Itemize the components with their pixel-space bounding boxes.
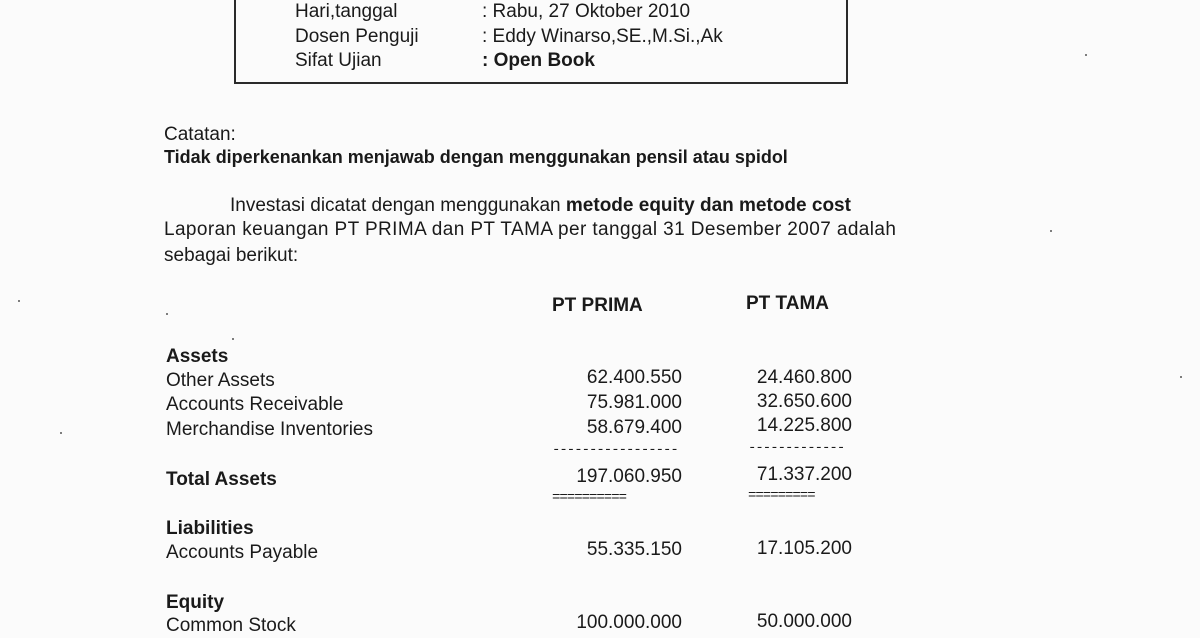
- total-double-rule-tama: =========: [748, 488, 815, 504]
- intro-line-2: Laporan keuangan PT PRIMA dan PT TAMA per tanggal 31 Desember 2007 adalah: [164, 219, 897, 240]
- receivable-prima: 75.981.000: [586, 392, 682, 413]
- intro-line-3: sebagai berikut:: [164, 245, 299, 266]
- scan-speck: [232, 338, 234, 340]
- total-assets-label: Total Assets: [166, 469, 277, 490]
- liabilities-heading: Liabilities: [166, 518, 254, 539]
- examiner-value: : Eddy Winarso,SE.,M.Si.,Ak: [482, 26, 723, 47]
- common-stock-prima: 100.000.000: [576, 612, 682, 633]
- inventories-label: Merchandise Inventories: [166, 419, 373, 440]
- other-assets-label: Other Assets: [166, 370, 275, 391]
- scan-speck: [1050, 230, 1052, 232]
- date-label: Hari,tanggal: [295, 1, 398, 22]
- other-assets-tama: 24.460.800: [756, 367, 852, 388]
- subtotal-rule-tama: -------------: [748, 440, 845, 456]
- assets-heading: Assets: [166, 346, 229, 367]
- intro-line-1-normal: Investasi dicatat dengan menggunakan: [230, 195, 566, 216]
- total-double-rule-prima: ==========: [552, 490, 627, 506]
- exam-type-value: : Open Book: [482, 50, 595, 71]
- col-header-prima: PT PRIMA: [552, 295, 643, 316]
- scan-speck: [1085, 54, 1087, 56]
- receivable-tama: 32.650.600: [756, 391, 852, 412]
- note-text: Tidak diperkenankan menjawab dengan menggunakan pensil atau spidol: [164, 147, 788, 167]
- note-title: Catatan:: [164, 124, 236, 145]
- date-value: : Rabu, 27 Oktober 2010: [482, 1, 691, 22]
- subtotal-rule-prima: -----------------: [552, 442, 678, 458]
- scan-speck: [166, 313, 168, 315]
- scan-speck: [1180, 376, 1182, 378]
- receivable-label: Accounts Receivable: [166, 394, 344, 415]
- common-stock-tama: 50.000.000: [756, 611, 852, 632]
- intro-line-1: [230, 194, 851, 218]
- intro-line-1-bold: metode equity dan metode cost: [565, 195, 851, 216]
- total-assets-prima: 197.060.950: [576, 466, 682, 487]
- payable-label: Accounts Payable: [166, 542, 319, 563]
- scan-speck: [18, 300, 20, 302]
- inventories-prima: 58.679.400: [586, 417, 682, 438]
- col-header-tama: PT TAMA: [746, 293, 830, 314]
- examiner-label: Dosen Penguji: [295, 26, 419, 47]
- equity-heading: Equity: [166, 592, 225, 613]
- exam-type-label: Sifat Ujian: [295, 50, 382, 71]
- payable-tama: 17.105.200: [756, 538, 852, 559]
- scan-speck: [60, 432, 62, 434]
- total-assets-tama: 71.337.200: [756, 464, 852, 485]
- payable-prima: 55.335.150: [586, 539, 682, 560]
- inventories-tama: 14.225.800: [756, 415, 852, 436]
- other-assets-prima: 62.400.550: [586, 367, 682, 388]
- common-stock-label: Common Stock: [166, 615, 296, 636]
